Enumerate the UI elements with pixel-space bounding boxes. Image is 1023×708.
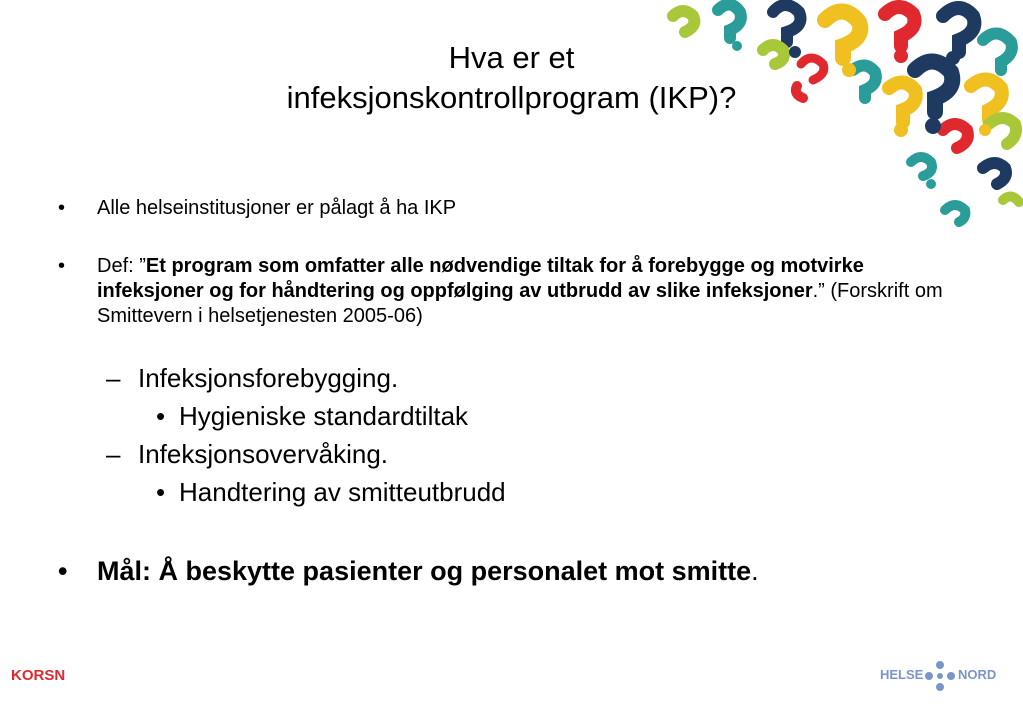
title-line-1: Hva er et	[448, 40, 575, 75]
dash-marker: –	[106, 439, 121, 469]
logo-text-helse: HELSE	[880, 667, 924, 682]
slide-body	[58, 196, 958, 588]
sub-bullet-infeksjonsforebygging	[58, 359, 958, 397]
dash-marker: –	[106, 363, 121, 393]
helse-nord-logo-icon	[924, 660, 956, 692]
bullet-marker: •	[58, 556, 68, 586]
bullet-goal	[58, 554, 958, 588]
sub-sub-bullet-hygieniske	[58, 397, 958, 435]
goal-bold-text: Mål: Å beskytte pasienter og personalet mot smitte	[97, 556, 752, 586]
sub-sub-bullet-text: Handtering av smitteutbrudd	[179, 477, 506, 507]
bullet-marker: •	[156, 477, 166, 507]
sub-bullet-text: Infeksjonsforebygging.	[138, 363, 399, 393]
definition-suffix: .” (Forskrift om Smittevern i helsetjenesten 2005-06)	[97, 280, 943, 327]
footer-korsn-label: KORSN	[11, 667, 66, 684]
definition-prefix: Def: ”	[97, 255, 146, 277]
sub-sub-bullet-handtering	[58, 473, 958, 511]
bullet-text: Alle helseinstitusjoner er pålagt å ha IKP	[97, 197, 457, 219]
sub-sub-bullet-text: Hygieniske standardtiltak	[179, 401, 469, 431]
bullet-ikp-requirement	[58, 196, 958, 220]
sub-bullets	[58, 359, 958, 511]
bullet-marker: •	[58, 197, 66, 219]
bullet-marker: •	[156, 401, 166, 431]
title-line-2: infeksjonskontrollprogram (IKP)?	[286, 80, 737, 115]
bullet-definition	[58, 254, 958, 329]
bullet-marker: •	[58, 255, 66, 277]
goal-suffix: .	[751, 556, 759, 586]
sub-bullet-infeksjonsovervaking	[58, 435, 958, 473]
definition-bold-text: Et program som omfatter alle nødvendige tiltak for å forebygge og motvirke infeksjoner og for håndtering og oppfølging av utbrudd av slike infeksjoner	[97, 255, 864, 302]
logo-text-nord: NORD	[958, 667, 997, 682]
slide-title	[0, 38, 1023, 118]
helse-nord-logo	[878, 660, 1000, 692]
sub-bullet-text: Infeksjonsovervåking.	[138, 439, 389, 469]
